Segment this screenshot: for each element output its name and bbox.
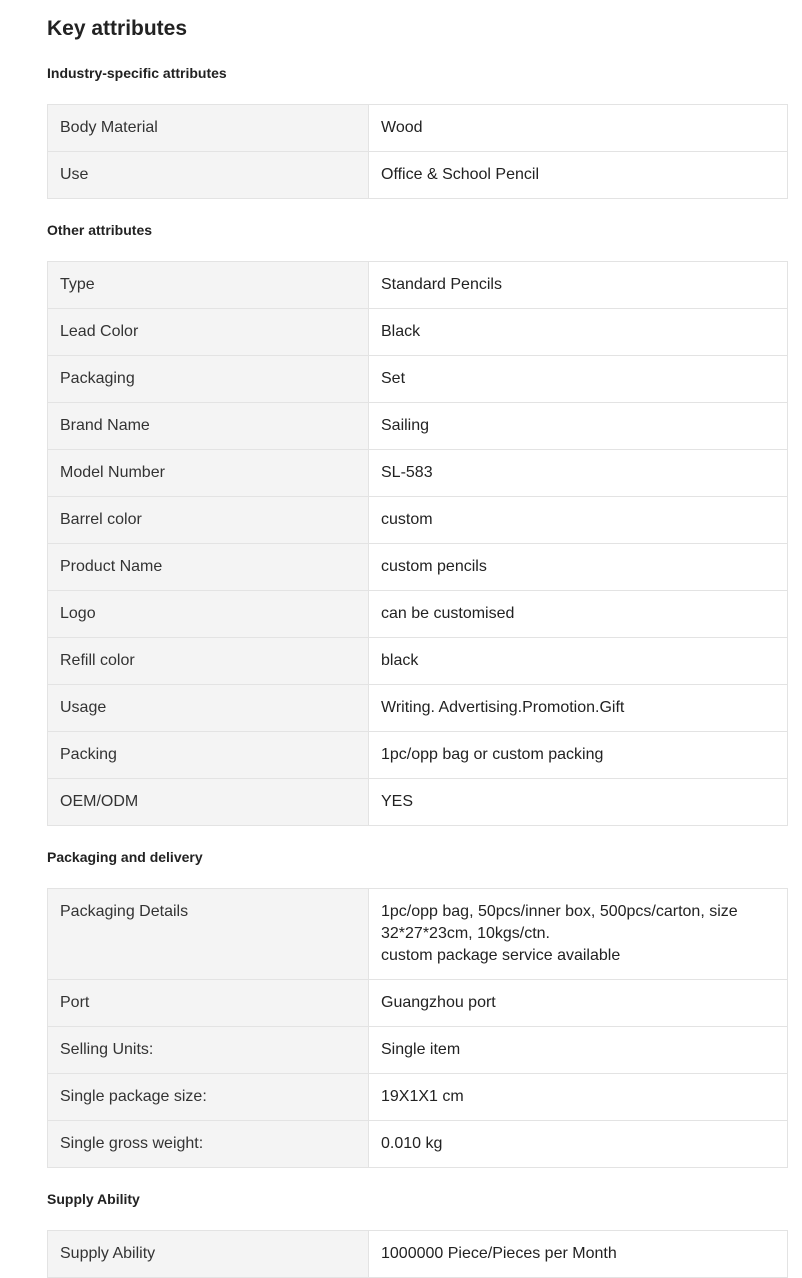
attribute-value: custom	[369, 497, 788, 544]
attribute-key: Lead Color	[48, 309, 369, 356]
attribute-key: Body Material	[48, 105, 369, 152]
attribute-key: Selling Units:	[48, 1027, 369, 1074]
attribute-value: Single item	[369, 1027, 788, 1074]
table-row	[48, 309, 788, 356]
attribute-key: Port	[48, 980, 369, 1027]
table-row	[48, 685, 788, 732]
page-title: Key attributes	[47, 17, 188, 40]
attribute-key: Supply Ability	[48, 1231, 369, 1278]
table-row	[48, 262, 788, 309]
table-row	[48, 779, 788, 826]
section-heading-other: Other attributes	[47, 222, 153, 238]
section-heading-industry-specific: Industry-specific attributes	[47, 65, 227, 81]
table-row	[48, 980, 788, 1027]
attribute-value: 1pc/opp bag or custom packing	[369, 732, 788, 779]
attribute-value: Standard Pencils	[369, 262, 788, 309]
attributes-table-other	[47, 261, 788, 826]
attribute-key: Packing	[48, 732, 369, 779]
attribute-key: Single gross weight:	[48, 1121, 369, 1168]
attribute-value: Writing. Advertising.Promotion.Gift	[369, 685, 788, 732]
attribute-value: custom pencils	[369, 544, 788, 591]
table-row	[48, 1074, 788, 1121]
attributes-table-packaging-delivery	[47, 888, 788, 1168]
table-row	[48, 497, 788, 544]
section-heading-packaging-delivery: Packaging and delivery	[47, 849, 203, 865]
table-row	[48, 889, 788, 980]
attribute-value: Wood	[369, 105, 788, 152]
table-row	[48, 105, 788, 152]
attribute-value: 19X1X1 cm	[369, 1074, 788, 1121]
attribute-key: Logo	[48, 591, 369, 638]
table-row	[48, 638, 788, 685]
section-heading-supply-ability: Supply Ability	[47, 1191, 140, 1207]
attribute-value: 1000000 Piece/Pieces per Month	[369, 1231, 788, 1278]
attributes-table-supply-ability	[47, 1230, 788, 1278]
attribute-key: Packaging Details	[48, 889, 369, 980]
attribute-key: Usage	[48, 685, 369, 732]
table-row	[48, 1027, 788, 1074]
attribute-value: can be customised	[369, 591, 788, 638]
attribute-value: YES	[369, 779, 788, 826]
attribute-value: Guangzhou port	[369, 980, 788, 1027]
attribute-value: Black	[369, 309, 788, 356]
attribute-key: Type	[48, 262, 369, 309]
table-row	[48, 732, 788, 779]
table-row	[48, 1231, 788, 1278]
table-row	[48, 1121, 788, 1168]
attribute-key: Barrel color	[48, 497, 369, 544]
attribute-value: 1pc/opp bag, 50pcs/inner box, 500pcs/carton, size 32*27*23cm, 10kgs/ctn. custom package service available	[369, 889, 788, 980]
attributes-table-industry-specific	[47, 104, 788, 199]
table-row	[48, 403, 788, 450]
attribute-key: Refill color	[48, 638, 369, 685]
attribute-value: SL-583	[369, 450, 788, 497]
table-row	[48, 450, 788, 497]
attribute-key: Model Number	[48, 450, 369, 497]
attribute-key: Single package size:	[48, 1074, 369, 1121]
attribute-key: Use	[48, 152, 369, 199]
table-row	[48, 591, 788, 638]
attribute-value: Sailing	[369, 403, 788, 450]
attribute-value: 0.010 kg	[369, 1121, 788, 1168]
attribute-value: Office & School Pencil	[369, 152, 788, 199]
table-row	[48, 152, 788, 199]
attribute-key: Product Name	[48, 544, 369, 591]
attribute-value: black	[369, 638, 788, 685]
attribute-key: OEM/ODM	[48, 779, 369, 826]
attribute-key: Packaging	[48, 356, 369, 403]
table-row	[48, 544, 788, 591]
table-row	[48, 356, 788, 403]
attribute-key: Brand Name	[48, 403, 369, 450]
attribute-value: Set	[369, 356, 788, 403]
